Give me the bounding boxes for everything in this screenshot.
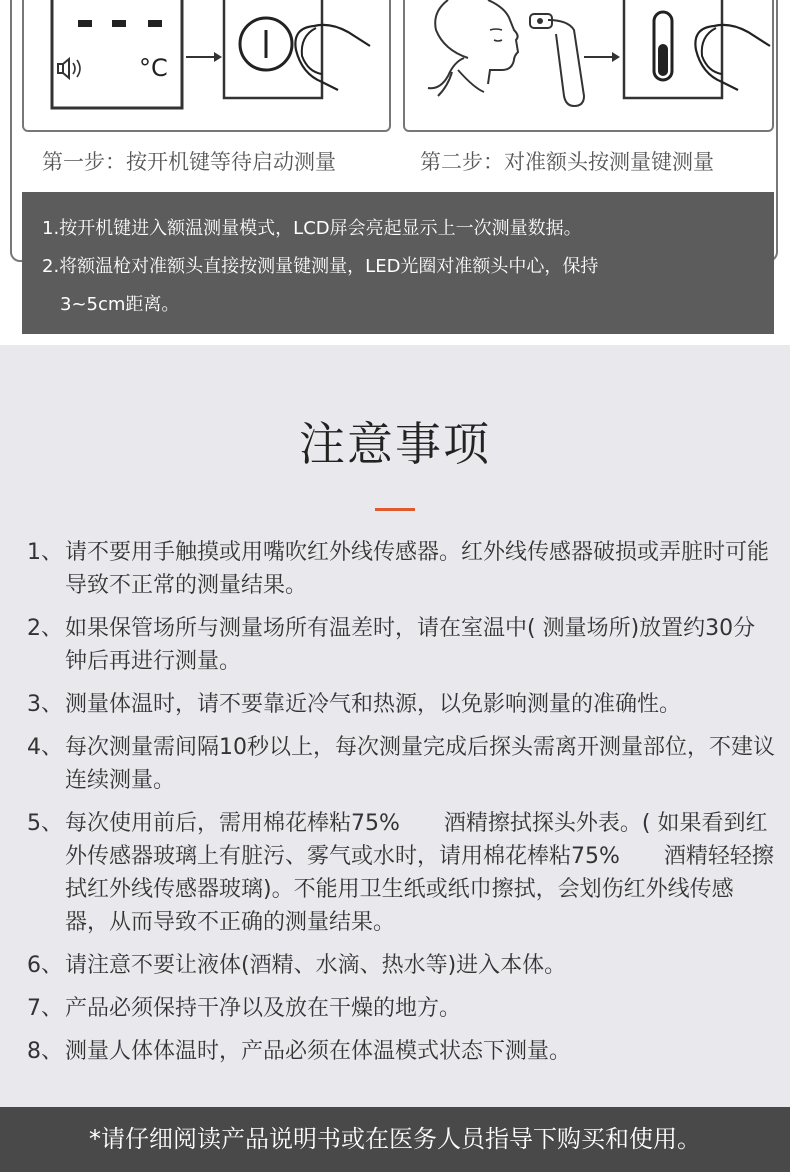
item-number: 5、 — [27, 811, 63, 836]
step2-caption: 第二步：对准额头按测量键测量 — [420, 150, 714, 174]
list-item — [27, 807, 777, 939]
item-text: 产品必须保持干净以及放在干燥的地方。 — [65, 996, 462, 1021]
list-item — [27, 992, 777, 1025]
arrow-right-icon-2 — [584, 50, 620, 64]
notes-title: 注意事项 — [299, 417, 491, 471]
item-text: 测量人体体温时，产品必须在体温模式状态下测量。 — [65, 1039, 572, 1064]
instructions-panel — [22, 192, 774, 334]
item-text: 请不要用手触摸或用嘴吹红外线传感器。红外线传感器破损或弄脏时可能导致不正常的测量结果。 — [65, 540, 770, 598]
instruction-line: 3~5cm距离。 — [60, 294, 180, 315]
list-item — [27, 536, 777, 602]
item-number: 2、 — [27, 616, 63, 641]
measure-button-icon — [622, 0, 772, 112]
item-number: 3、 — [27, 692, 63, 717]
item-number: 7、 — [27, 996, 63, 1021]
item-text: 每次使用前后，需用棉花棒粘75% 酒精擦拭探头外表。( 如果看到红外传感器玻璃上有脏污、雾气或水时，请用棉花棒粘75% 酒精轻轻擦拭红外线传感器玻璃)。不能用卫生纸或纸巾擦拭，会划伤红外线传感器，从而导致不正确的测量结果。 — [65, 811, 774, 935]
list-item — [27, 1035, 777, 1068]
step1-caption: 第一步：按开机键等待启动测量 — [42, 150, 336, 174]
list-item — [27, 949, 777, 982]
footer-disclaimer: *请仔细阅读产品说明书或在医务人员指导下购买和使用。 — [0, 1107, 790, 1172]
title-divider — [375, 508, 415, 511]
instructions-section — [0, 0, 790, 345]
display-unit: °C — [139, 54, 168, 82]
list-item — [27, 688, 777, 721]
instruction-line: 2.将额温枪对准额头直接按测量键测量，LED光圈对准额头中心，保持 — [42, 256, 599, 277]
item-number: 6、 — [27, 953, 63, 978]
notes-list — [27, 536, 777, 1078]
list-item — [27, 612, 777, 678]
item-text: 测量体温时，请不要靠近冷气和热源，以免影响测量的准确性。 — [65, 692, 682, 717]
item-number: 8、 — [27, 1039, 63, 1064]
power-button-icon — [222, 0, 372, 112]
list-item — [27, 731, 777, 797]
item-number: 1、 — [27, 540, 63, 565]
item-number: 4、 — [27, 735, 63, 760]
item-text: 请注意不要让液体(酒精、水滴、热水等)进入本体。 — [65, 953, 567, 978]
speaker-icon — [58, 59, 80, 78]
arrow-right-icon — [186, 50, 222, 64]
forehead-measurement-icon — [418, 0, 598, 112]
item-text: 每次测量需间隔10秒以上，每次测量完成后探头需离开测量部位，不建议连续测量。 — [65, 735, 775, 793]
item-text: 如果保管场所与测量场所有温差时，请在室温中( 测量场所)放置约30分钟后再进行测量。 — [65, 616, 756, 674]
instruction-line: 1.按开机键进入额温测量模式，LCD屏会亮起显示上一次测量数据。 — [42, 218, 582, 239]
